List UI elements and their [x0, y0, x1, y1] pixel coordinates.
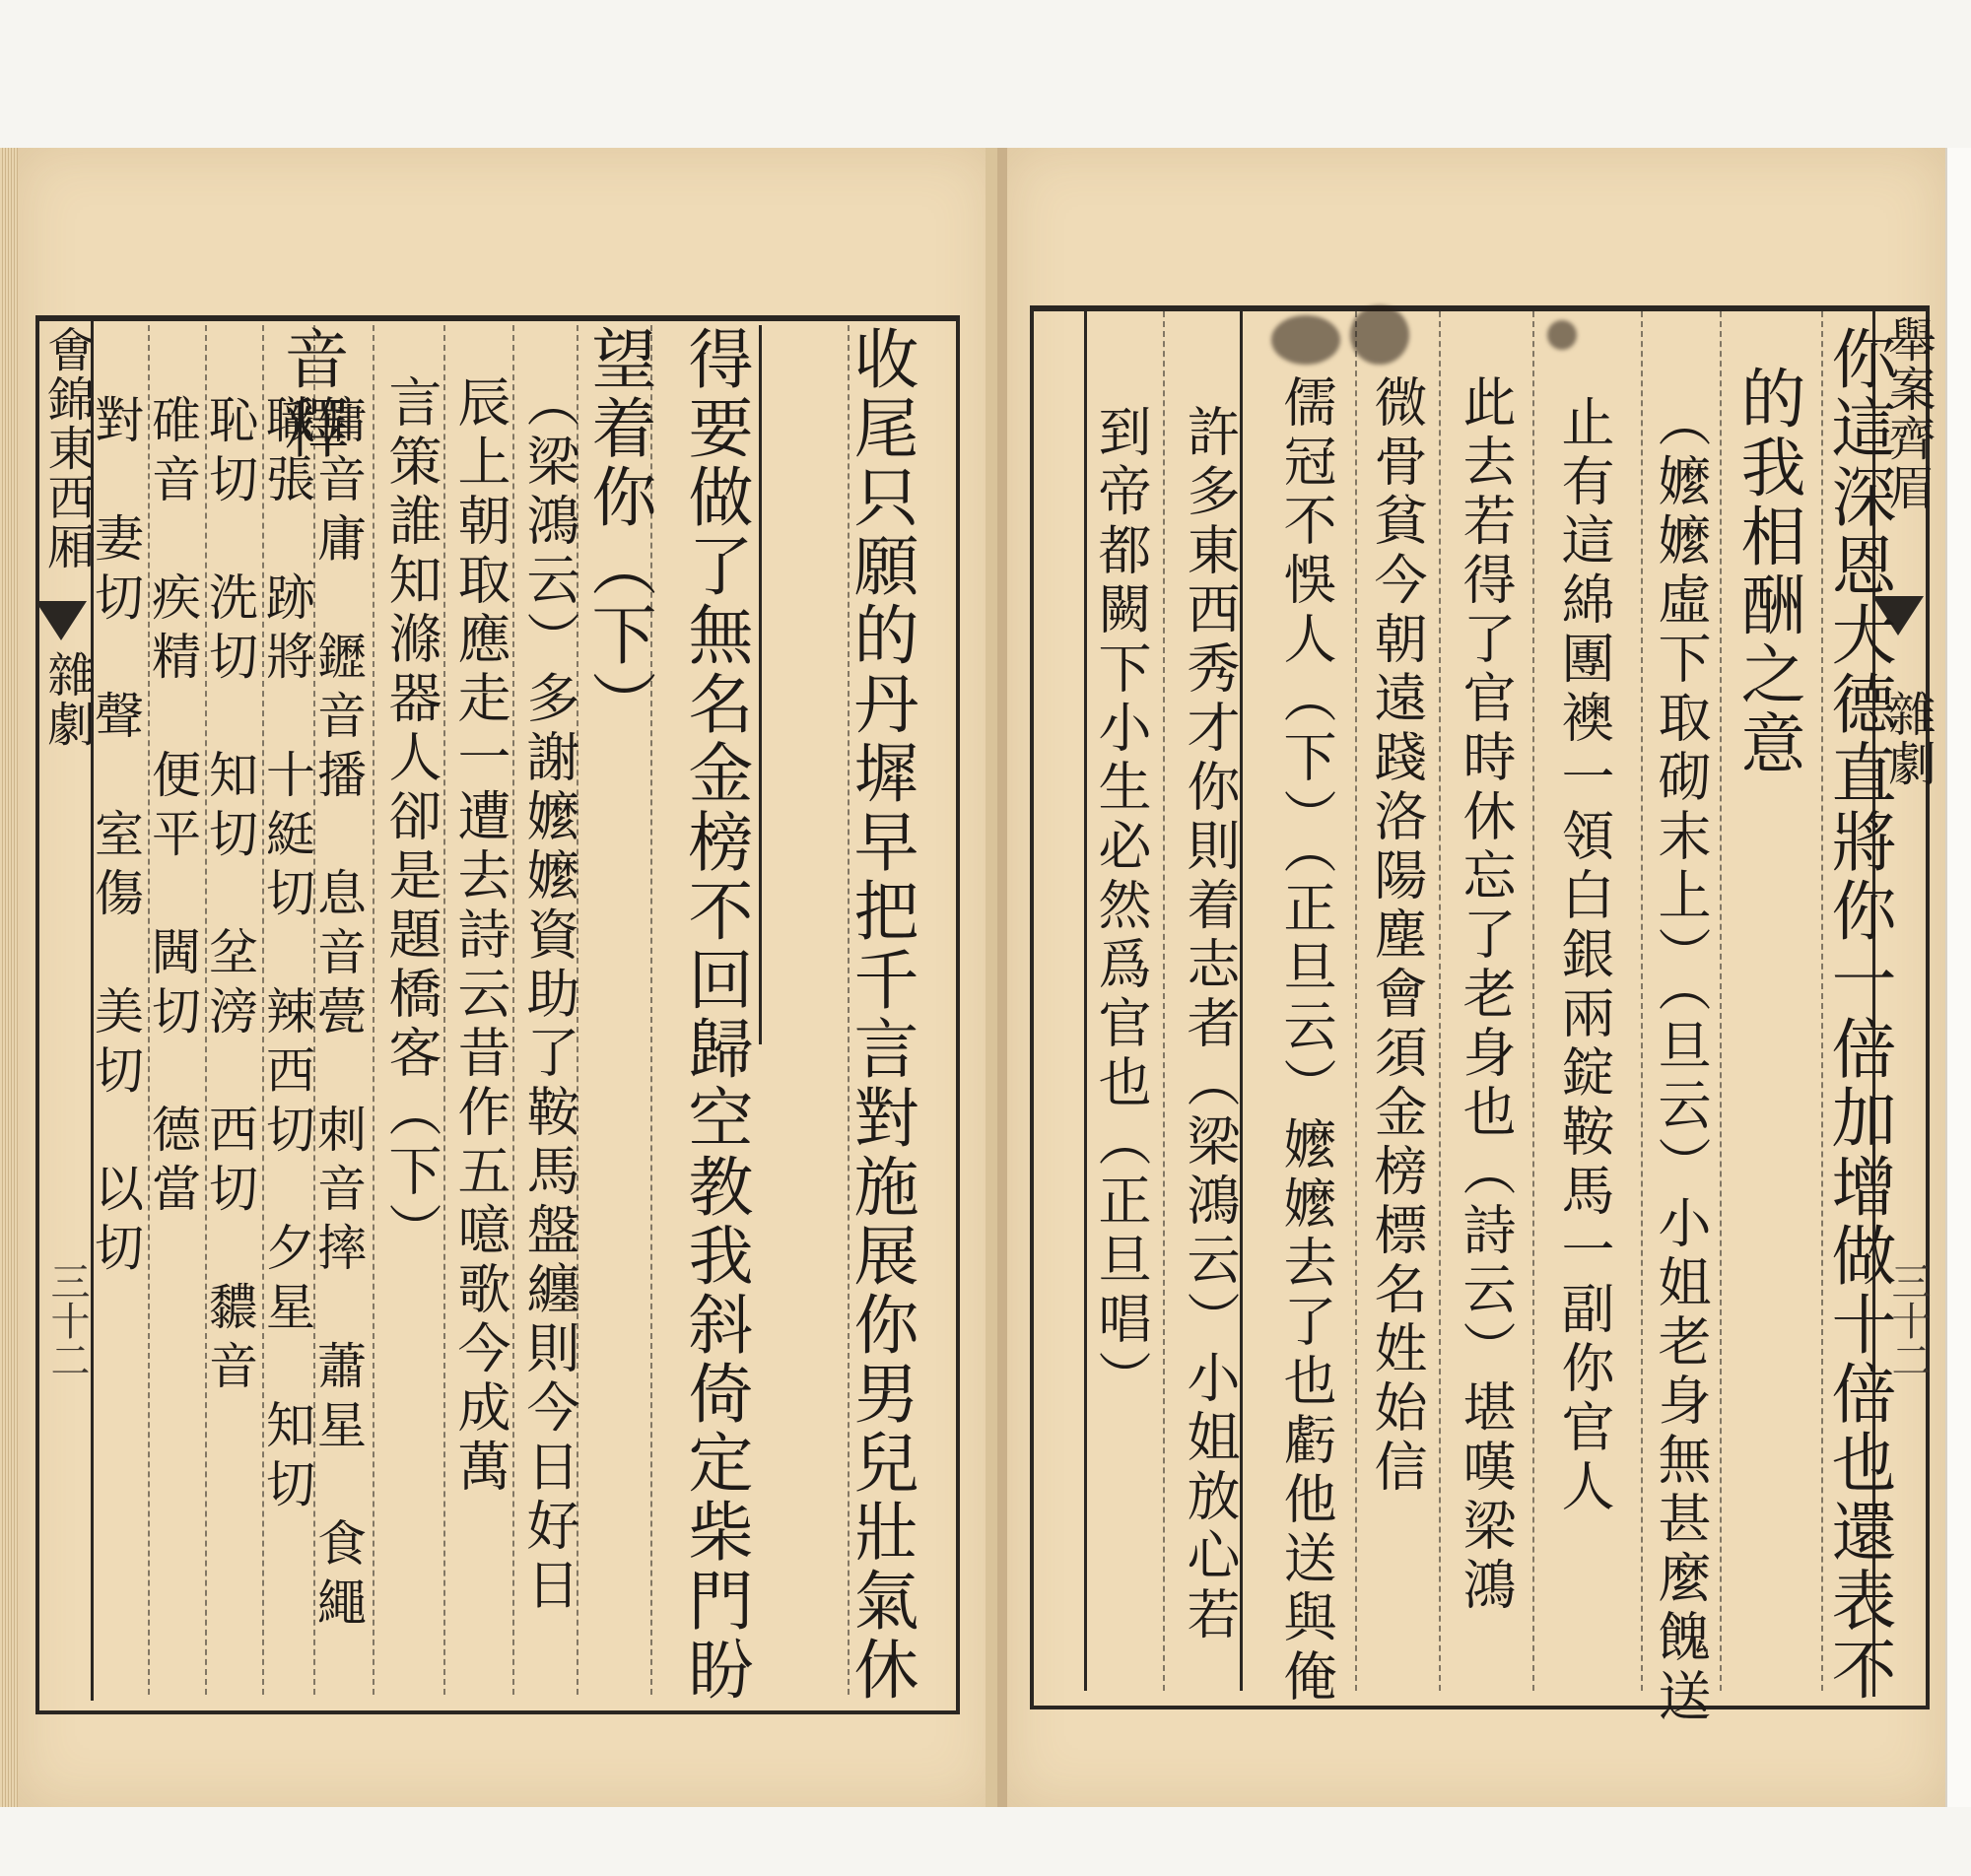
glossary-heading: 音釋: [273, 325, 349, 463]
text-column: 此去若得了官時休忘了老身也（詩云）堪嘆梁鴻: [1455, 374, 1517, 1616]
right-side-title-b: 雜劇: [1880, 690, 1936, 788]
text-column: （梁鴻云）多謝嬤嬤資助了鞍馬盤纏則今日好日: [518, 374, 580, 1616]
text-column: 得要做了無名金榜不回歸空教我斜倚定柴門盼: [677, 325, 753, 1705]
text-column: 言策誰知滌器人卻是題橋客（下）: [380, 374, 442, 1261]
scanner-background-bottom: [0, 1807, 1971, 1876]
column-rule: [443, 325, 445, 1695]
glossary-column: 職張 跡將 十綎切 辣西切 夕星 知切: [258, 394, 315, 1517]
text-column: 辰上朝取應走一遭去詩云昔作五噫歌今成萬: [449, 374, 511, 1498]
column-rule: [1439, 311, 1441, 1691]
column-rule: [1163, 311, 1165, 1691]
ink-stain: [1350, 305, 1409, 365]
text-column: 收尾只願的丹墀早把千言對施展你男兒壯氣休: [843, 325, 918, 1705]
text-column: 微骨貧今朝遠踐洛陽塵會須金榜標名姓始信: [1366, 374, 1428, 1498]
column-rule: [512, 325, 514, 1695]
text-column: 到帝都闕下小生必然爲官也（正旦唱）: [1090, 404, 1152, 1409]
column-rule: [1532, 311, 1534, 1691]
fish-tail-mark-left: [35, 601, 87, 640]
column-rule: [373, 325, 374, 1695]
left-fold-number: 三十二: [44, 1261, 90, 1379]
glossary-column: 恥切 洗切 知切 坌滂 西切 䵜音: [201, 394, 258, 1399]
text-column: 許多東西秀才你則着志者（梁鴻云）小姐放心若: [1179, 404, 1241, 1645]
text-column: 望着你（下）: [580, 325, 656, 739]
column-rule: [1641, 311, 1643, 1691]
glossary-column: 傭音庸 䥶音播 息音甍 刺音摔 蕭星 食繩: [309, 394, 367, 1636]
text-column: 你這深恩大德直將你一倍加增做十倍也還表不: [1820, 325, 1896, 1705]
ink-stain: [1547, 320, 1577, 350]
scanner-background-top: [0, 0, 1971, 148]
text-column: （嬤嬤虛下取砌末上）（旦云）小姐老身無甚麼餽送: [1650, 394, 1712, 1727]
text-column: 止有這綿團襖一領白銀兩錠鞍馬一副你官人: [1553, 394, 1615, 1517]
column-rule: [759, 325, 762, 1044]
left-side-title: 㑹錦東西厢: [39, 325, 95, 571]
right-side-title: 舉案齊眉: [1880, 315, 1936, 512]
ink-stain: [1271, 315, 1340, 365]
column-rule: [1355, 311, 1357, 1691]
glossary-column: 碓音 疾精 便平 閪切 德當: [144, 394, 201, 1222]
left-side-title-b: 雜劇: [39, 650, 95, 749]
book-fore-edge: [0, 148, 20, 1807]
right-page-edge: [1945, 148, 1971, 1807]
text-column: 儒冠不悞人（下）（正旦云）嬤嬤去了也虧他送與俺: [1275, 374, 1337, 1708]
glossary-column: 對 妻切 聲 室傷 美切 以切: [87, 394, 144, 1281]
column-rule: [1720, 311, 1722, 1691]
column-rule: [1084, 311, 1087, 1691]
text-column: 的我相酬之意: [1730, 365, 1805, 778]
right-fold-number: 三十二: [1885, 1261, 1931, 1379]
